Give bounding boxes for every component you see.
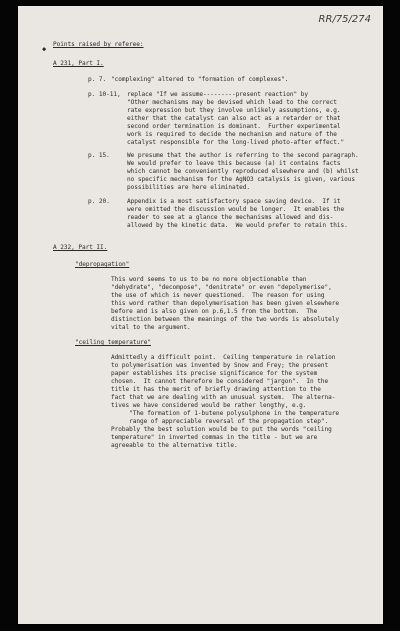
item-page: p. 20. — [88, 198, 110, 205]
paragraph-line: range of appreciable reversal of the propagation step". — [111, 418, 329, 425]
item-text: We presume that the author is referring to the second paragraph. — [127, 152, 359, 159]
paragraph-line: title it has the merit of briefly drawing attention to the — [111, 386, 321, 393]
item-text: replace "If we assume---------present reaction" by — [127, 91, 308, 98]
paragraph-line: temperature" in inverted commas in the title - but we are — [111, 434, 318, 441]
reference-number: RR/75/274 — [318, 14, 371, 25]
heading: Points raised by referee: — [53, 41, 144, 48]
paragraph-line: the use of which is never questioned. The reason for using — [111, 292, 325, 299]
paragraph-line: This word seems to us to be no more objectionable than — [111, 276, 307, 283]
item-text: either that the catalyst can also act as a retarder or that — [127, 115, 341, 122]
item-text: work is required to decide the mechanism and nature of the — [127, 131, 337, 138]
item-text: rate expression but they involve unlikely assumptions, e.g. — [127, 107, 341, 114]
paragraph-line: "The formation of 1-butene polysulphone in the temperature — [111, 410, 339, 417]
item-page: p. 15. — [88, 152, 110, 159]
paragraph-line: tives we have considered would be rather lengthy, e.g. — [111, 402, 307, 409]
paragraph-line: to polymerisation was invented by Snow and Frey; the present — [111, 362, 329, 369]
item-text: second order termination is dominant. Further experimental — [127, 123, 341, 130]
item-text: reader to see at a glance the mechanisms allowed and dis- — [127, 214, 334, 221]
paragraph-line: chosen. It cannot therefore be considered "jargon". In the — [111, 378, 329, 385]
paragraph-line: agreeable to the alternative title. — [111, 442, 238, 449]
part1-title: A 231, Part I. — [53, 60, 104, 67]
paragraph-line: paper establishes its precise significance for the system — [111, 370, 318, 377]
item-text: "Other mechanisms may be devised which lead to the correct — [127, 99, 337, 106]
item-text: were omitted the discussion would be longer. It enables the — [127, 206, 345, 213]
item-page: p. 7. — [88, 76, 107, 83]
item-text: We would prefer to leave this because (a) it contains facts — [127, 160, 341, 167]
document-page — [18, 6, 383, 624]
paragraph-line: before and is also given on p.6,1.5 from the bottom. The — [111, 308, 318, 315]
item-text: "complexing" altered to "formation of complexes". — [111, 76, 289, 83]
paragraph-line: this word rather than depolymerisation has been given elsewhere — [111, 300, 339, 307]
paragraph-line: vital to the argument. — [111, 324, 191, 331]
paragraph-line: Admittedly a difficult point. Ceiling temperature in relation — [111, 354, 336, 361]
item-text: catalyst responsible for the long-lived photo-after effect." — [127, 139, 345, 146]
paragraph-line: distinction between the meanings of the two words is absolutely — [111, 316, 339, 323]
item-text: possibilities are here eliminated. — [127, 184, 251, 191]
item-page: p. 10-11, — [88, 91, 121, 98]
item-text: which cannot be conveniently reproduced elsewhere and (b) whilst — [127, 168, 359, 175]
subsection-title: "depropagation" — [75, 261, 130, 268]
part2-title: A 232, Part II. — [53, 244, 108, 251]
paragraph-line: fact that we are dealing with an unusual system. The alterna- — [111, 394, 336, 401]
paragraph-line: "dehydrate", "decompose", "denitrate" or even "depolymerise", — [111, 284, 332, 291]
subsection-title: "ceiling temperature" — [75, 339, 151, 346]
paragraph-line: Probably the best solution would be to put the words "ceiling — [111, 426, 332, 433]
bullet-mark: ◆ — [42, 45, 47, 53]
item-text: Appendix is a most satisfactory space saving device. If it — [127, 198, 341, 205]
item-text: allowed by the kinetic data. We would prefer to retain this. — [127, 222, 348, 229]
item-text: no specific mechanism for the AgNO3 catalysis is given, various — [127, 176, 355, 183]
